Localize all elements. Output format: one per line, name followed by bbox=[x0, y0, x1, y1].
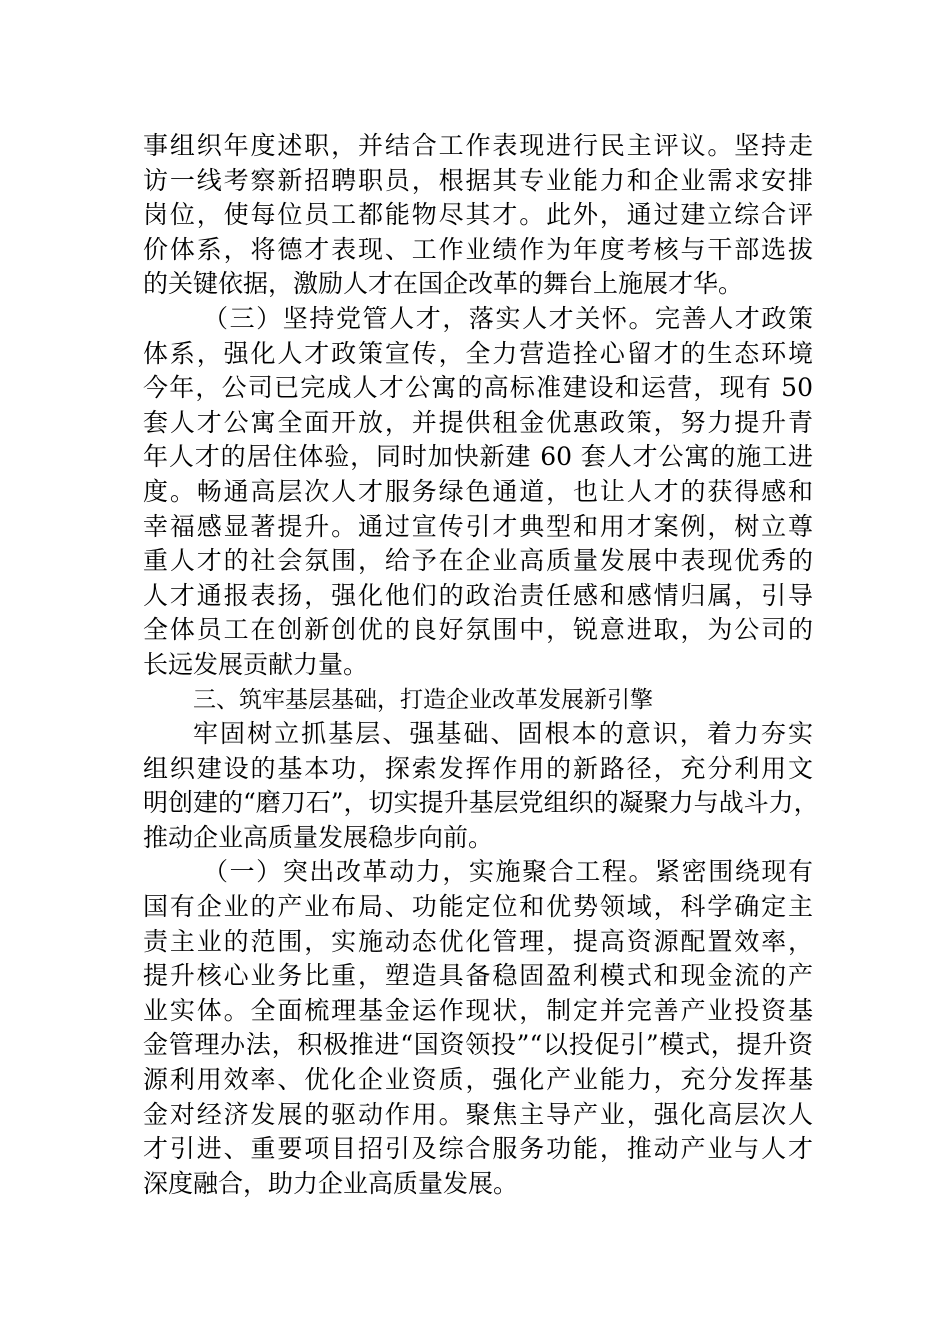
text-line: 度。畅通高层次人才服务绿色通道，也让人才的获得感和 bbox=[143, 476, 813, 506]
text-line: 深度融合，助力企业高质量发展。 bbox=[143, 1168, 519, 1198]
section-heading bbox=[143, 683, 813, 718]
text-line: 幸福感显著提升。通过宣传引才典型和用才案例，树立尊 bbox=[143, 511, 813, 541]
text-line: 责主业的范围，实施动态优化管理，提高资源配置效率， bbox=[143, 926, 813, 956]
section-heading-text: 三、筑牢基层基础，打造企业改革发展新引擎 bbox=[193, 686, 653, 713]
text-line: 提升核心业务比重，塑造具备稳固盈利模式和现金流的产 bbox=[143, 961, 813, 991]
paragraph-reform-drive bbox=[143, 855, 813, 1201]
text-line: 金对经济发展的驱动作用。聚焦主导产业，强化高层次人 bbox=[143, 1099, 813, 1129]
text-line: 年人才的居住体验，同时加快新建 60 套人才公寓的施工进 bbox=[143, 442, 813, 472]
text-line: 长远发展贡献力量。 bbox=[143, 649, 369, 679]
text-line: 体系，强化人才政策宣传，全力营造拴心留才的生态环境 bbox=[143, 338, 813, 368]
text-line: 岗位，使每位员工都能物尽其才。此外，通过建立综合评 bbox=[143, 200, 813, 230]
text-line: （三）坚持党管人才，落实人才关怀。完善人才政策 bbox=[203, 303, 813, 333]
text-line: 事组织年度述职，并结合工作表现进行民主评议。坚持走 bbox=[143, 131, 813, 160]
text-line: 国有企业的产业布局、功能定位和优势领域，科学确定主 bbox=[143, 892, 813, 922]
text-line: 推动企业高质量发展稳步向前。 bbox=[143, 822, 494, 852]
text-line: 套人才公寓全面开放，并提供租金优惠政策，努力提升青 bbox=[143, 407, 813, 437]
text-line: 全体员工在创新创优的良好氛围中，锐意进取，为公司的 bbox=[143, 615, 813, 645]
paragraph-grassroots bbox=[143, 717, 819, 855]
text-line: 的关键依据，激励人才在国企改革的舞台上施展才华。 bbox=[143, 269, 744, 299]
text-line: 源利用效率、优化企业资质，强化产业能力，充分发挥基 bbox=[143, 1065, 813, 1095]
document-body bbox=[143, 129, 819, 1201]
text-line: 重人才的社会氛围，给予在企业高质量发展中表现优秀的 bbox=[143, 546, 813, 576]
text-line: 今年，公司已完成人才公寓的高标准建设和运营，现有 50 bbox=[143, 373, 813, 403]
paragraph-continuation bbox=[143, 129, 813, 302]
text-line: 价体系，将德才表现、工作业绩作为年度考核与干部选拔 bbox=[143, 234, 813, 264]
text-line: 金管理办法，积极推进“国资领投”“以投促引”模式，提升资 bbox=[143, 1030, 813, 1060]
text-line: 业实体。全面梳理基金运作现状，制定并完善产业投资基 bbox=[143, 995, 813, 1025]
text-line: （一）突出改革动力，实施聚合工程。紧密围绕现有 bbox=[203, 857, 813, 887]
text-line: 访一线考察新招聘职员，根据其专业能力和企业需求安排 bbox=[143, 165, 813, 195]
text-line: 组织建设的基本功，探索发挥作用的新路径，充分利用文 bbox=[143, 753, 813, 783]
text-line: 人才通报表扬，强化他们的政治责任感和感情归属，引导 bbox=[143, 580, 813, 610]
text-line: 牢固树立抓基层、强基础、固根本的意识，着力夯实 bbox=[193, 719, 813, 749]
text-line: 才引进、重要项目招引及综合服务功能，推动产业与人才 bbox=[143, 1134, 813, 1164]
paragraph-talent-care bbox=[143, 302, 813, 683]
text-line: 明创建的“磨刀石”，切实提升基层党组织的凝聚力与战斗力， bbox=[143, 788, 819, 818]
